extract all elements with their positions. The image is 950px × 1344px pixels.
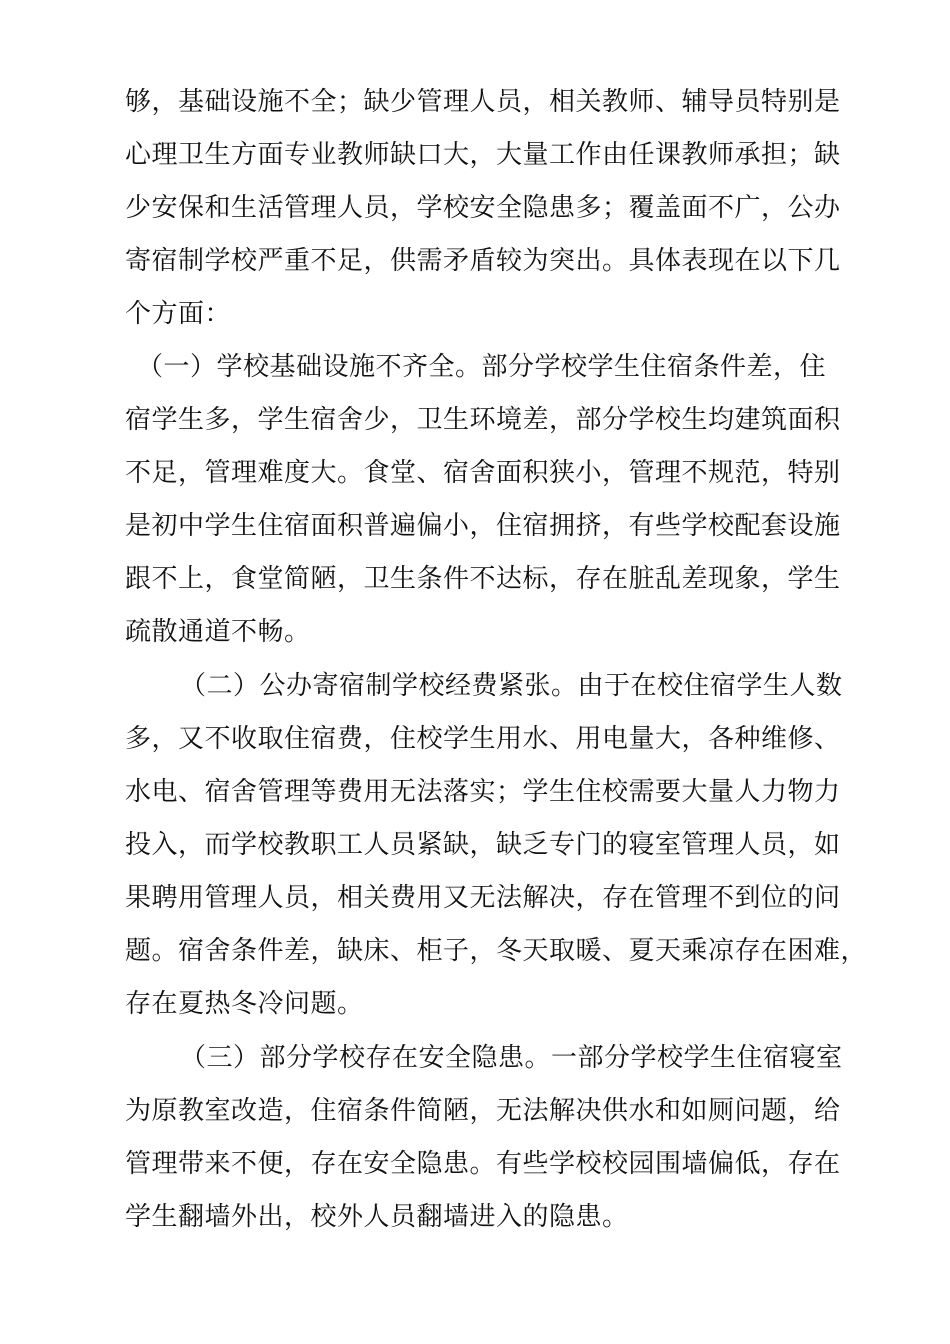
text-line: 跟不上，食堂简陋，卫生条件不达标，存在脏乱差现象，学生 [125, 564, 841, 594]
text-line: 宿学生多，学生宿舍少，卫生环境差，部分学校生均建筑面积 [125, 405, 841, 435]
text-line: 少安保和生活管理人员，学校安全隐患多；覆盖面不广，公办 [125, 193, 841, 223]
text-line: 多，又不收取住宿费，住校学生用水、用电量大，各种维修、 [125, 724, 841, 754]
text-line: 够，基础设施不全；缺少管理人员，相关教师、辅导员特别是 [125, 87, 841, 117]
text-line: 果聘用管理人员，相关费用又无法解决，存在管理不到位的问 [125, 883, 841, 913]
section-heading-line: （二）公办寄宿制学校经费紧张。由于在校住宿学生人数 [180, 671, 843, 701]
text-line: 投入，而学校教职工人员紧缺，缺乏专门的寝室管理人员，如 [125, 830, 841, 860]
text-line: 为原教室改造，住宿条件简陋，无法解决供水和如厕问题，给 [125, 1096, 841, 1126]
text-line: 水电、宿舍管理等费用无法落实；学生住校需要大量人力物力 [125, 777, 841, 807]
section-heading-line: （三）部分学校存在安全隐患。一部分学校学生住宿寝室 [180, 1043, 843, 1073]
text-line: 疏散通道不畅。 [125, 617, 311, 647]
text-line: 是初中学生住宿面积普遍偏小，住宿拥挤，有些学校配套设施 [125, 511, 841, 541]
text-line: 寄宿制学校严重不足，供需矛盾较为突出。具体表现在以下几 [125, 246, 841, 276]
text-line: 题。宿舍条件差，缺床、柜子，冬天取暖、夏天乘凉存在困难， [125, 936, 868, 966]
text-line: 学生翻墙外出，校外人员翻墙进入的隐患。 [125, 1202, 629, 1232]
section-heading-line: （一）学校基础设施不齐全。部分学校学生住宿条件差，住 [137, 352, 827, 382]
text-line: 心理卫生方面专业教师缺口大，大量工作由任课教师承担；缺 [125, 140, 841, 170]
text-line: 管理带来不便，存在安全隐患。有些学校校园围墙偏低，存在 [125, 1149, 841, 1179]
text-line: 存在夏热冬冷问题。 [125, 989, 364, 1019]
text-line: 不足，管理难度大。食堂、宿舍面积狭小，管理不规范，特别 [125, 458, 841, 488]
text-line: 个方面： [125, 299, 232, 329]
